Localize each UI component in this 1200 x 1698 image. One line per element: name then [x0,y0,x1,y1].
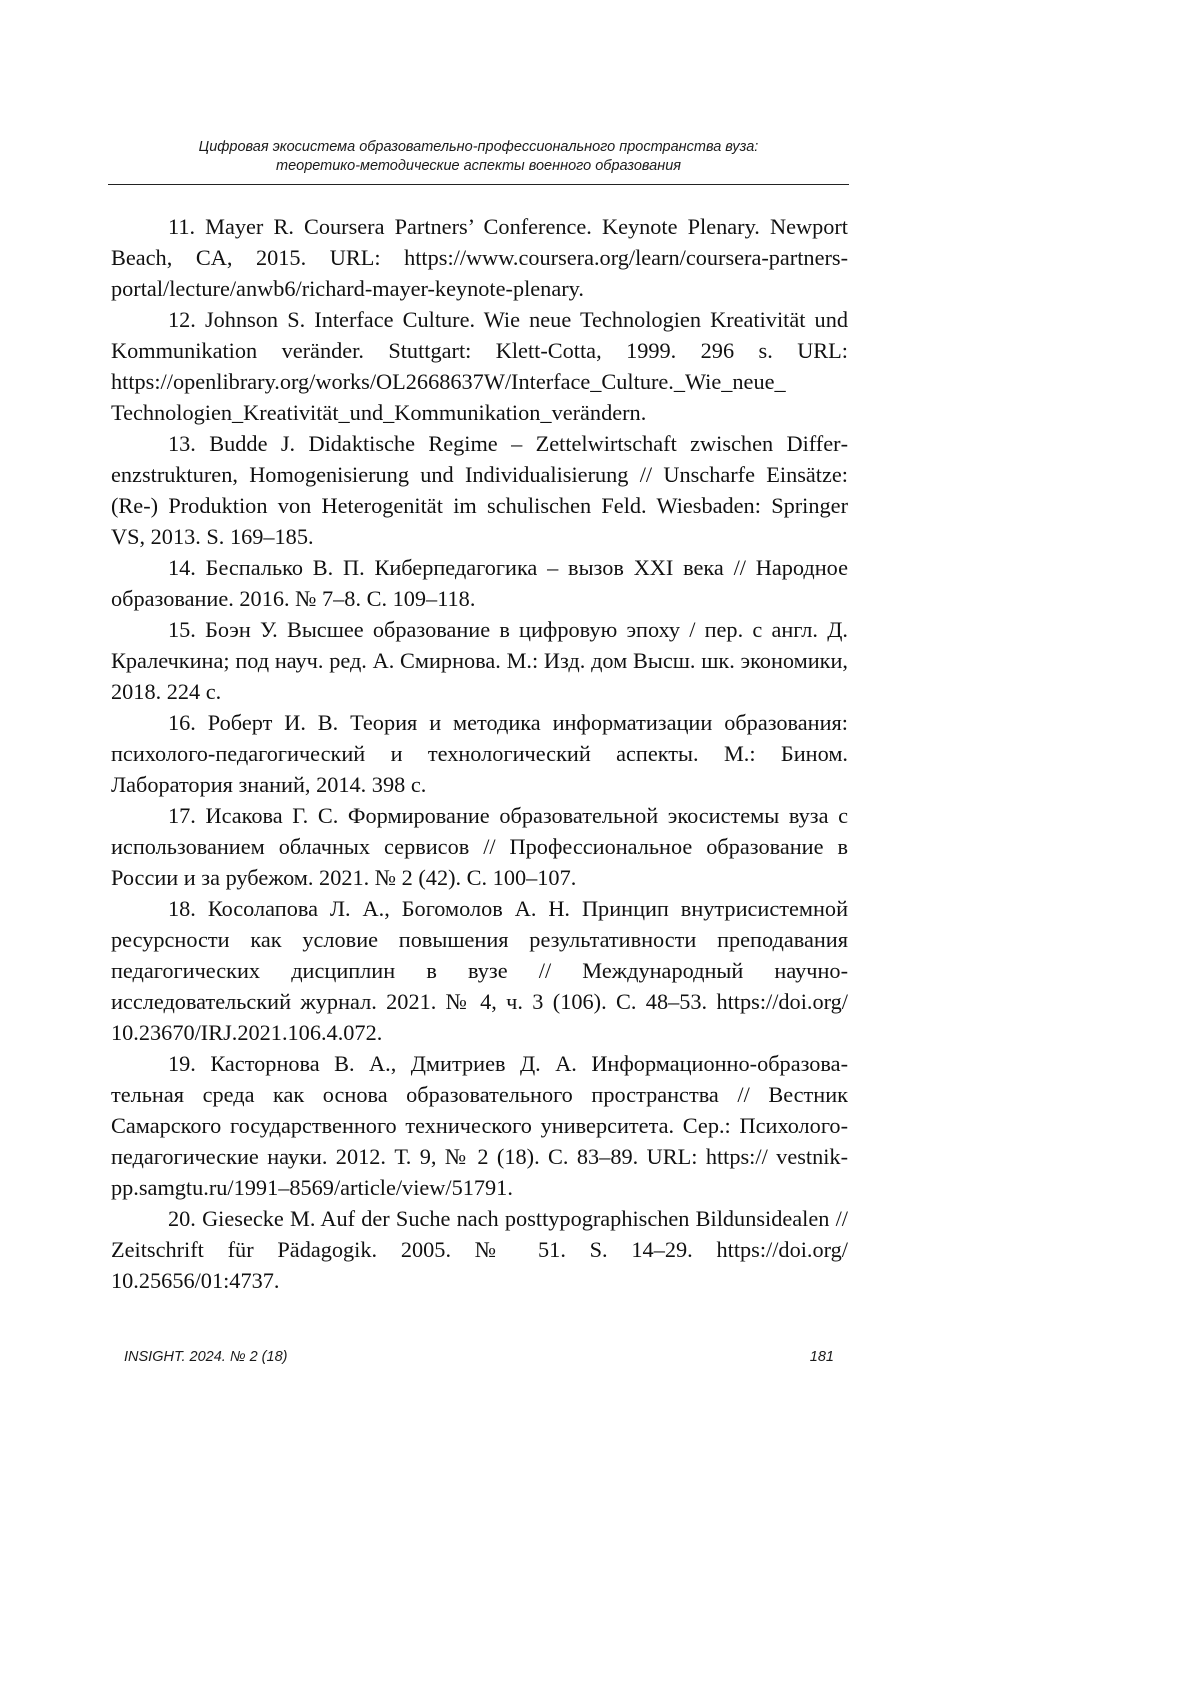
reference-item-20: 20. Giesecke M. Auf der Suche nach posttypographischen Bildunsidealen // Zeitschrift für Pädagogik. 2005. № 51. S. 14–29. https://doi.org/ 10.25656/01:4737. [111,1206,848,1293]
page-number: 181 [809,1349,834,1365]
running-header [108,138,849,176]
reference-item-16: 16. Роберт И. В. Теория и методика информатизации образования: психолого-педагогический и технологический аспекты. М.: Бином. Лаборатория знаний, 2014. 398 с. [111,710,848,797]
header-divider [108,184,849,185]
reference-item-17: 17. Исакова Г. С. Формирование образовательной экосистемы вуза с использованием облачных сервисов // Профессиональное образование в России и за рубежом. 2021. № 2 (42). С. 100–107. [111,803,848,890]
reference-item-11: 11. Mayer R. Coursera Partners’ Conference. Keynote Plenary. Newport Beach, CA, 2015. URL: https://www.coursera.org/learn/coursera-partners-portal/lecture/anwb6/richard-mayer-keynote-plenary. [111,214,848,301]
reference-item-12: 12. Johnson S. Interface Culture. Wie neue Technologien Kreativität und Kommunikation veränder. Stuttgart: Klett-Cotta, 1999. 296 s. URL: https://openlibrary.org/works/OL2668637W/Interface_Culture._Wie_neue_ Technologien_Kreativität_und_Kommunikation_verändern. [111,307,848,425]
running-header-line-1: Цифровая экосистема образовательно-профессионального пространства вуза: [198,139,759,155]
reference-list [111,211,848,1296]
reference-item-14: 14. Беспалько В. П. Киберпедагогика – вызов XXI века // Народное образование. 2016. № 7–8. С. 109–118. [111,555,848,611]
reference-item-18: 18. Косолапова Л. А., Богомолов А. Н. Принцип внутрисистемной ресурсности как условие повышения результативности преподавания педагогических дисциплин в вузе // Международный научно-исследовательский журнал. 2021. № 4, ч. 3 (106). С. 48–53. https://doi.org/ 10.23670/IRJ.2021.106.4.072. [111,896,848,1045]
reference-item-13: 13. Budde J. Didaktische Regime – Zettelwirtschaft zwischen Differenzstrukturen, Homogenisierung und Individualisierung // Unscharfe Einsätze: (Re-) Produktion von Heterogenität im schulischen Feld. Wiesbaden: Springer VS, 2013. S. 169–185. [111,431,848,549]
reference-item-19: 19. Касторнова В. А., Дмитриев Д. А. Информационно-образовательная среда как основа образовательного пространства // Вестник Самарского государственного технического университета. Сер.: Психолого-педагогические науки. 2012. Т. 9, № 2 (18). С. 83–89. URL: https:// vestnik-pp.samgtu.ru/1991–8569/article/view/51791. [111,1051,848,1200]
reference-item-15: 15. Боэн У. Высшее образование в цифровую эпоху / пер. с англ. Д. Кралечкина; под науч. ред. А. Смирнова. М.: Изд. дом Высш. шк. экономики, 2018. 224 с. [111,617,848,704]
journal-issue-label: INSIGHT. 2024. № 2 (18) [124,1349,288,1365]
running-header-line-2: теоретико-методические аспекты военного образования [275,158,682,174]
